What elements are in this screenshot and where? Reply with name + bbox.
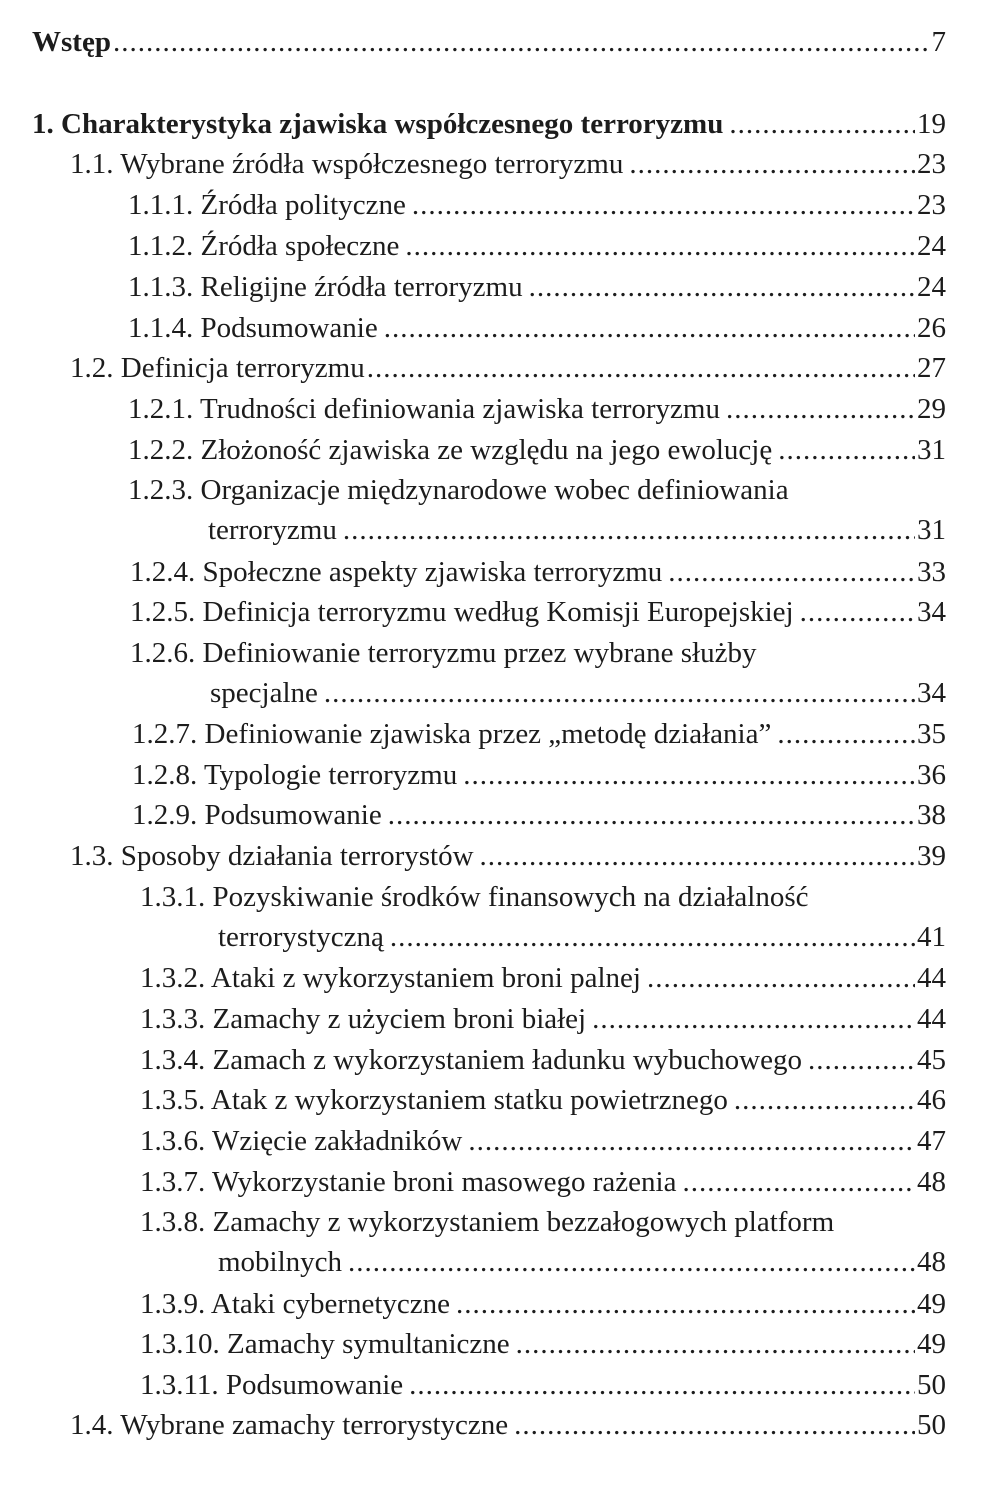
toc-entry-1-3-2[interactable]	[140, 958, 946, 998]
toc-entry-1-2-9[interactable]	[132, 795, 946, 835]
toc-page-number: 19	[917, 108, 946, 140]
toc-page-number: 49	[917, 1288, 946, 1320]
toc-entry-1-2-4[interactable]	[130, 552, 946, 592]
toc-entry-title: 1.2.3. Organizacje międzynarodowe wobec definiowania	[128, 474, 789, 506]
toc-entry-title: 1.3.2. Ataki z wykorzystaniem broni palnej	[140, 962, 641, 994]
dot-leader	[384, 308, 915, 348]
toc-page-number: 48	[917, 1246, 946, 1278]
toc-entry-title: 1.2.5. Definicja terroryzmu według Komisji Europejskiej	[130, 596, 794, 628]
toc-entry-title: 1.2.2. Złożoność zjawiska ze względu na jego ewolucję	[128, 434, 773, 466]
dot-leader	[726, 389, 915, 429]
toc-entry-1-3[interactable]	[70, 836, 946, 876]
dot-leader	[412, 185, 915, 225]
dot-leader	[647, 958, 915, 998]
toc-entry-1-2-5[interactable]	[130, 592, 946, 632]
toc-entry-title: 1.3.6. Wzięcie zakładników	[140, 1125, 463, 1157]
toc-page-number: 39	[917, 840, 946, 872]
toc-entry-1-1-4[interactable]	[128, 308, 946, 348]
dot-leader	[777, 714, 915, 754]
toc-entry-1-2-2[interactable]	[128, 430, 946, 470]
dot-leader	[348, 1242, 915, 1282]
toc-page-number: 44	[917, 1003, 946, 1035]
dot-leader	[324, 673, 915, 713]
toc-page-number: 41	[917, 921, 946, 953]
toc-entry-title: 1.1.1. Źródła polityczne	[128, 189, 406, 221]
toc-entry-1-2-1[interactable]	[128, 389, 946, 429]
toc-page-number: 23	[917, 189, 946, 221]
toc-page-number: 44	[917, 962, 946, 994]
toc-entry-1-1-2[interactable]	[128, 226, 946, 266]
toc-entry-title: 1.2. Definicja terroryzmu	[70, 352, 365, 384]
dot-leader	[405, 226, 915, 266]
dot-leader	[388, 795, 915, 835]
dot-leader	[529, 267, 915, 307]
dot-leader	[729, 104, 915, 144]
dot-leader	[480, 836, 915, 876]
toc-entry-1-2-6[interactable]	[130, 633, 946, 713]
toc-entry-1-3-11[interactable]	[140, 1365, 946, 1405]
toc-entry-title: 1.3.10. Zamachy symultaniczne	[140, 1328, 510, 1360]
dot-leader	[367, 348, 915, 388]
toc-entry-1-3-10[interactable]	[140, 1324, 946, 1364]
toc-page-number: 47	[917, 1125, 946, 1157]
toc-entry-title: 1.3.7. Wykorzystanie broni masowego rażenia	[140, 1166, 677, 1198]
toc-page-number: 23	[917, 148, 946, 180]
toc-page-number: 49	[917, 1328, 946, 1360]
dot-leader	[778, 430, 915, 470]
toc-entry-title: 1. Charakterystyka zjawiska współczesnego terroryzmu	[32, 108, 724, 140]
dot-leader	[734, 1080, 915, 1120]
toc-entry-title-continuation: mobilnych	[218, 1246, 343, 1278]
toc-entry-1-1-1[interactable]	[128, 185, 946, 225]
toc-entry-1-2-8[interactable]	[132, 755, 946, 795]
dot-leader	[514, 1405, 915, 1445]
dot-leader	[468, 1121, 915, 1161]
toc-entry-chapter-1[interactable]	[32, 104, 946, 144]
toc-page-number: 50	[917, 1409, 946, 1441]
toc-entry-title: 1.3.4. Zamach z wykorzystaniem ładunku wybuchowego	[140, 1044, 802, 1076]
toc-page-number: 34	[917, 677, 946, 709]
dot-leader	[390, 917, 915, 957]
dot-leader	[668, 552, 915, 592]
toc-entry-title: 1.2.4. Społeczne aspekty zjawiska terroryzmu	[130, 556, 663, 588]
dot-leader	[463, 755, 915, 795]
toc-entry-title: 1.4. Wybrane zamachy terrorystyczne	[70, 1409, 509, 1441]
toc-entry-title: 1.1.4. Podsumowanie	[128, 312, 378, 344]
dot-leader	[808, 1040, 915, 1080]
toc-entry-intro[interactable]	[32, 22, 946, 62]
dot-leader	[456, 1284, 915, 1324]
toc-entry-1-3-5[interactable]	[140, 1080, 946, 1120]
toc-page-number: 24	[917, 271, 946, 303]
toc-entry-title: 1.2.7. Definiowanie zjawiska przez „metodę działania”	[132, 718, 772, 750]
toc-entry-1-3-1[interactable]	[140, 877, 946, 957]
dot-leader	[516, 1324, 915, 1364]
toc-entry-title: 1.3.8. Zamachy z wykorzystaniem bezzałogowych platform	[140, 1206, 835, 1238]
toc-page-number: 33	[917, 556, 946, 588]
toc-page-number: 45	[917, 1044, 946, 1076]
toc-entry-title-continuation: terrorystyczną	[218, 921, 384, 953]
toc-entry-title: 1.1. Wybrane źródła współczesnego terroryzmu	[70, 148, 624, 180]
toc-entry-1-1[interactable]	[70, 144, 946, 184]
toc-page-number: 35	[917, 718, 946, 750]
toc-page-number: 48	[917, 1166, 946, 1198]
toc-page-number: 38	[917, 799, 946, 831]
toc-entry-title-continuation: specjalne	[210, 677, 318, 709]
toc-entry-1-3-7[interactable]	[140, 1162, 946, 1202]
toc-page-number: 50	[917, 1369, 946, 1401]
toc-entry-title: 1.3.11. Podsumowanie	[140, 1369, 404, 1401]
toc-entry-1-3-3[interactable]	[140, 999, 946, 1039]
toc-entry-1-2[interactable]	[70, 348, 946, 388]
toc-entry-title: 1.2.6. Definiowanie terroryzmu przez wybrane służby	[130, 637, 757, 669]
dot-leader	[343, 510, 915, 550]
toc-page-number: 26	[917, 312, 946, 344]
toc-page-number: 36	[917, 759, 946, 791]
dot-leader	[592, 999, 915, 1039]
toc-entry-title-continuation: terroryzmu	[208, 514, 337, 546]
toc-page-number: 34	[917, 596, 946, 628]
dot-leader	[113, 22, 930, 62]
toc-entry-title: 1.1.2. Źródła społeczne	[128, 230, 400, 262]
toc-page-number: 24	[917, 230, 946, 262]
dot-leader	[629, 144, 915, 184]
toc-entry-title: 1.1.3. Religijne źródła terroryzmu	[128, 271, 523, 303]
toc-entry-1-3-4[interactable]	[140, 1040, 946, 1080]
toc-entry-1-1-3[interactable]	[128, 267, 946, 307]
toc-entry-1-3-9[interactable]	[140, 1284, 946, 1324]
toc-entry-title: 1.2.8. Typologie terroryzmu	[132, 759, 458, 791]
toc-page-number: 29	[917, 393, 946, 425]
dot-leader	[800, 592, 915, 632]
toc-entry-title: 1.2.1. Trudności definiowania zjawiska terroryzmu	[128, 393, 720, 425]
toc-entry-1-2-3[interactable]	[128, 470, 946, 550]
toc-page-number: 27	[917, 352, 946, 384]
toc-entry-1-3-6[interactable]	[140, 1121, 946, 1161]
toc-entry-1-4[interactable]	[70, 1405, 946, 1445]
toc-entry-1-2-7[interactable]	[132, 714, 946, 754]
dot-leader	[682, 1162, 915, 1202]
toc-page-number: 31	[917, 514, 946, 546]
toc-page-number: 31	[917, 434, 946, 466]
toc-entry-title: 1.3.1. Pozyskiwanie środków finansowych na działalność	[140, 881, 809, 913]
toc-entry-title: 1.3. Sposoby działania terrorystów	[70, 840, 474, 872]
dot-leader	[409, 1365, 915, 1405]
toc-entry-title: 1.3.5. Atak z wykorzystaniem statku powietrznego	[140, 1084, 728, 1116]
toc-entry-title: Wstęp	[32, 26, 111, 58]
toc-entry-title: 1.3.9. Ataki cybernetyczne	[140, 1288, 451, 1320]
toc-page-number: 46	[917, 1084, 946, 1116]
toc-entry-title: 1.3.3. Zamachy z użyciem broni białej	[140, 1003, 587, 1035]
toc-entry-1-3-8[interactable]	[140, 1202, 946, 1282]
toc-entry-title: 1.2.9. Podsumowanie	[132, 799, 382, 831]
toc-page-number: 7	[931, 26, 946, 58]
